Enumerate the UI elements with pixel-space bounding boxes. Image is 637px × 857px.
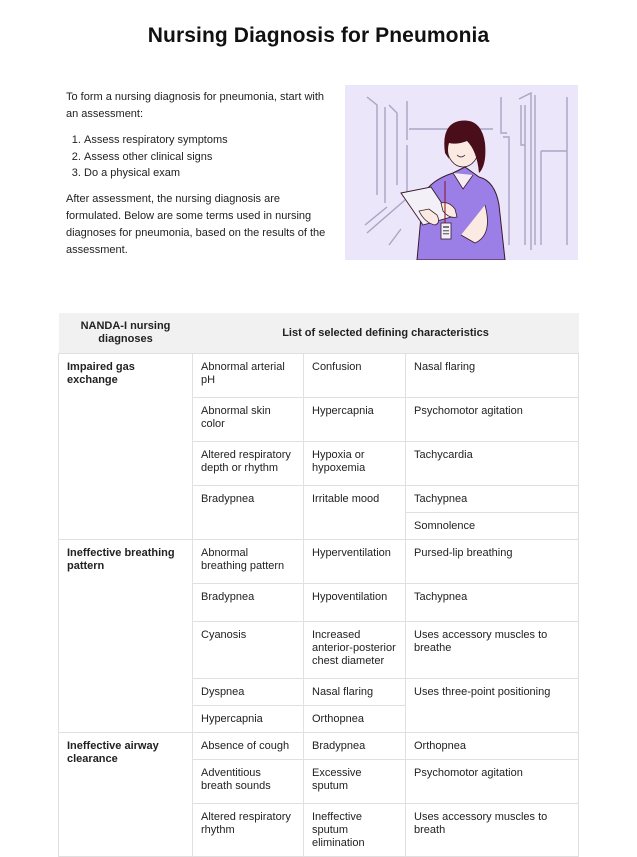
characteristic-cell: Bradypnea <box>304 733 406 760</box>
assessment-steps-list <box>66 132 336 182</box>
characteristic-cell: Tachycardia <box>406 442 579 486</box>
characteristic-cell: Pursed-lip breathing <box>406 540 579 584</box>
characteristic-cell: Bradypnea <box>193 486 304 540</box>
characteristic-cell: Psychomotor agitation <box>406 760 579 804</box>
characteristic-cell: Bradypnea <box>193 584 304 622</box>
characteristic-cell: Ineffective sputum elimination <box>304 804 406 857</box>
assessment-step: 3. Do a physical exam <box>84 165 336 182</box>
characteristic-cell: Hypercapnia <box>304 398 406 442</box>
characteristic-cell: Abnormal arterial pH <box>193 354 304 398</box>
characteristic-cell: Orthopnea <box>304 706 406 733</box>
characteristic-cell: Uses three-point positioning <box>406 679 579 733</box>
diagnosis-cell: Ineffective breathing pattern <box>59 540 193 733</box>
characteristic-cell: Adventitious breath sounds <box>193 760 304 804</box>
intro-lead: To form a nursing diagnosis for pneumonia, start with an assessment: <box>66 91 325 120</box>
characteristic-cell: Hypercapnia <box>193 706 304 733</box>
table-row <box>59 354 579 398</box>
header-characteristics: List of selected defining characteristics <box>193 313 579 354</box>
characteristic-cell: Altered respiratory rhythm <box>193 804 304 857</box>
characteristic-cell: Orthopnea <box>406 733 579 760</box>
characteristic-cell: Abnormal skin color <box>193 398 304 442</box>
diagnosis-cell: Ineffective airway clearance <box>59 733 193 857</box>
characteristic-cell: Hypoventilation <box>304 584 406 622</box>
table-header-row <box>59 313 579 354</box>
characteristic-cell: Confusion <box>304 354 406 398</box>
characteristic-cell: Tachypnea <box>406 584 579 622</box>
characteristic-cell: Cyanosis <box>193 622 304 679</box>
characteristic-cell: Hyperventilation <box>304 540 406 584</box>
nurse-with-tablet-icon <box>345 85 578 260</box>
table-row <box>59 540 579 584</box>
characteristic-cell: Altered respiratory depth or rhythm <box>193 442 304 486</box>
nursing-diagnosis-table <box>58 313 579 857</box>
characteristic-cell: Psychomotor agitation <box>406 398 579 442</box>
intro-follow: After assessment, the nursing diagnosis are formulated. Below are some terms used in nursing diagnoses for pneumonia, based on the results of the assessment. <box>66 192 326 256</box>
characteristic-cell: Irritable mood <box>304 486 406 540</box>
page-title: Nursing Diagnosis for Pneumonia <box>147 24 490 47</box>
header-diagnoses: NANDA-I nursing diagnoses <box>59 313 193 354</box>
characteristic-cell: Excessive sputum <box>304 760 406 804</box>
assessment-step: 2. Assess other clinical signs <box>84 149 336 166</box>
characteristic-cell: Abnormal breathing pattern <box>193 540 304 584</box>
diagnosis-cell: Impaired gas exchange <box>59 354 193 540</box>
characteristic-cell: Somnolence <box>406 513 579 540</box>
table-row <box>59 733 579 760</box>
nurse-illustration <box>345 85 578 260</box>
characteristic-cell: Uses accessory muscles to breathe <box>406 622 579 679</box>
characteristic-cell: Dyspnea <box>193 679 304 706</box>
characteristic-cell: Hypoxia or hypoxemia <box>304 442 406 486</box>
characteristic-cell: Uses accessory muscles to breath <box>406 804 579 857</box>
characteristic-cell: Nasal flaring <box>406 354 579 398</box>
characteristic-cell: Nasal flaring <box>304 679 406 706</box>
intro-section <box>66 89 336 259</box>
characteristic-cell: Tachypnea <box>406 486 579 513</box>
assessment-step: 1. Assess respiratory symptoms <box>84 132 336 149</box>
characteristic-cell: Increased anterior-posterior chest diameter <box>304 622 406 679</box>
characteristic-cell: Absence of cough <box>193 733 304 760</box>
